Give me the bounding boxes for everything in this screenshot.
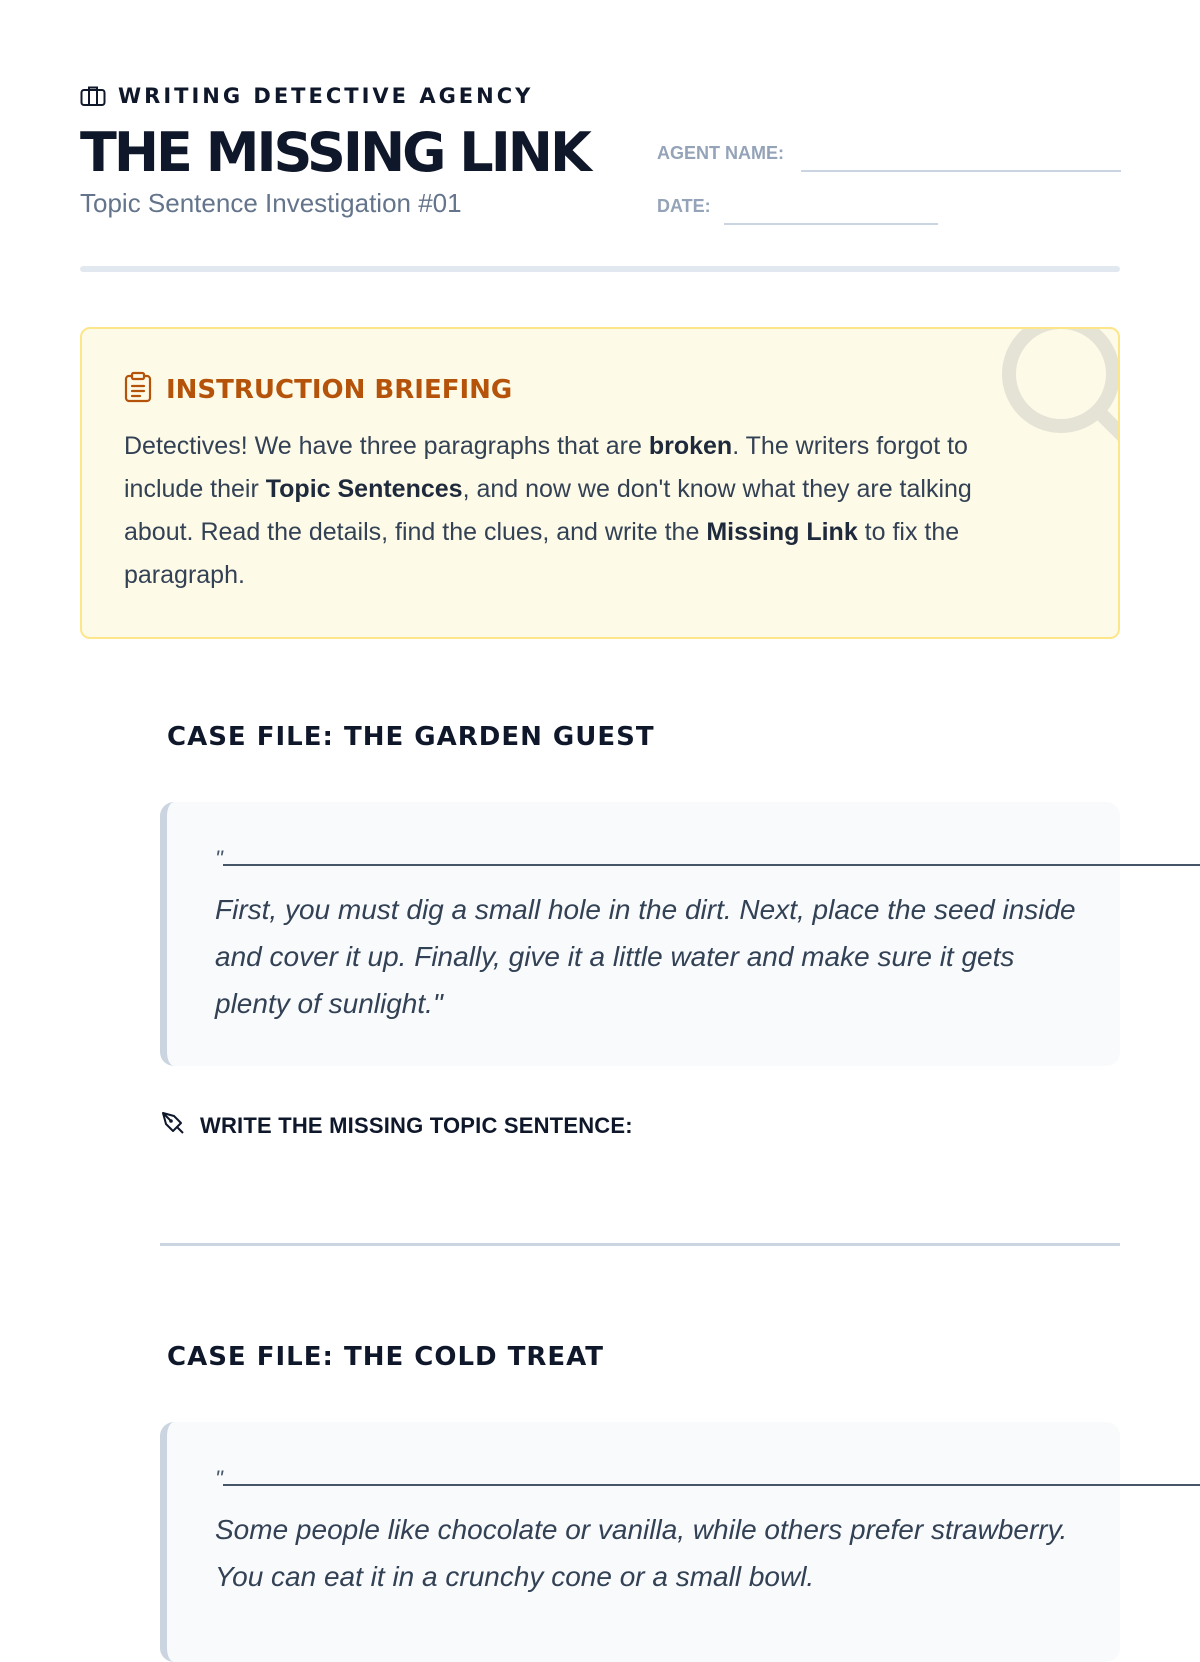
blank-line <box>223 1484 1200 1486</box>
briefing-text-part: . The writers forgot to include their <box>124 432 968 503</box>
agent-name-field[interactable] <box>801 170 1121 172</box>
clipboard-icon <box>124 371 152 408</box>
briefing-heading <box>124 371 512 408</box>
briefing-title: INSTRUCTION BRIEFING <box>166 374 513 405</box>
agency-name: WRITING DETECTIVE AGENCY <box>118 84 534 108</box>
agent-name-label: AGENT NAME: <box>657 143 784 163</box>
briefing-bold-missing-link: Missing Link <box>706 518 858 546</box>
page-title: THE MISSING LINK <box>80 121 589 184</box>
missing-sentence-blank <box>215 846 1200 872</box>
missing-sentence-blank <box>215 1466 1200 1492</box>
briefing-text-part: to fix the paragraph. <box>124 518 960 589</box>
topic-sentence-answer-line[interactable] <box>160 1243 1120 1246</box>
case-paragraph-text: First, you must dig a small hole in the dirt. Next, place the seed inside and cover it up. Finally, give it a little water and make sure it gets plenty of sunlight." <box>215 894 1076 1019</box>
case-paragraph-text: Some people like chocolate or vanilla, while others prefer strawberry. You can eat it in a crunchy cone or a small bowl. <box>215 1514 1068 1592</box>
pen-icon <box>160 1110 186 1141</box>
briefing-text <box>124 425 1044 597</box>
case-file-title: CASE FILE: THE GARDEN GUEST <box>167 722 655 752</box>
briefing-text-part: Detectives! We have three paragraphs that are <box>124 432 649 460</box>
topic-sentence-prompt <box>160 1110 633 1141</box>
date-label: DATE: <box>657 196 711 216</box>
briefcase-icon <box>80 85 106 107</box>
briefing-bold-broken: broken <box>648 432 733 460</box>
page-subtitle: Topic Sentence Investigation #01 <box>80 188 462 218</box>
blank-line <box>223 864 1200 866</box>
briefing-bold-topic-sentences: Topic Sentences <box>265 475 463 503</box>
case-file-title: CASE FILE: THE COLD TREAT <box>167 1342 605 1372</box>
prompt-label: WRITE THE MISSING TOPIC SENTENCE: <box>200 1112 633 1138</box>
case-file-paragraph <box>160 1422 1120 1662</box>
quote-mark: " <box>215 1466 223 1491</box>
header-divider <box>80 266 1120 272</box>
date-field[interactable] <box>724 223 938 225</box>
instruction-briefing <box>80 327 1120 639</box>
case-file-paragraph <box>160 802 1120 1066</box>
quote-mark: " <box>215 846 223 871</box>
agency-header <box>80 84 533 108</box>
briefing-text-part: , and now we don't know what they are talking about. Read the details, find the clues, and write the <box>124 475 972 546</box>
